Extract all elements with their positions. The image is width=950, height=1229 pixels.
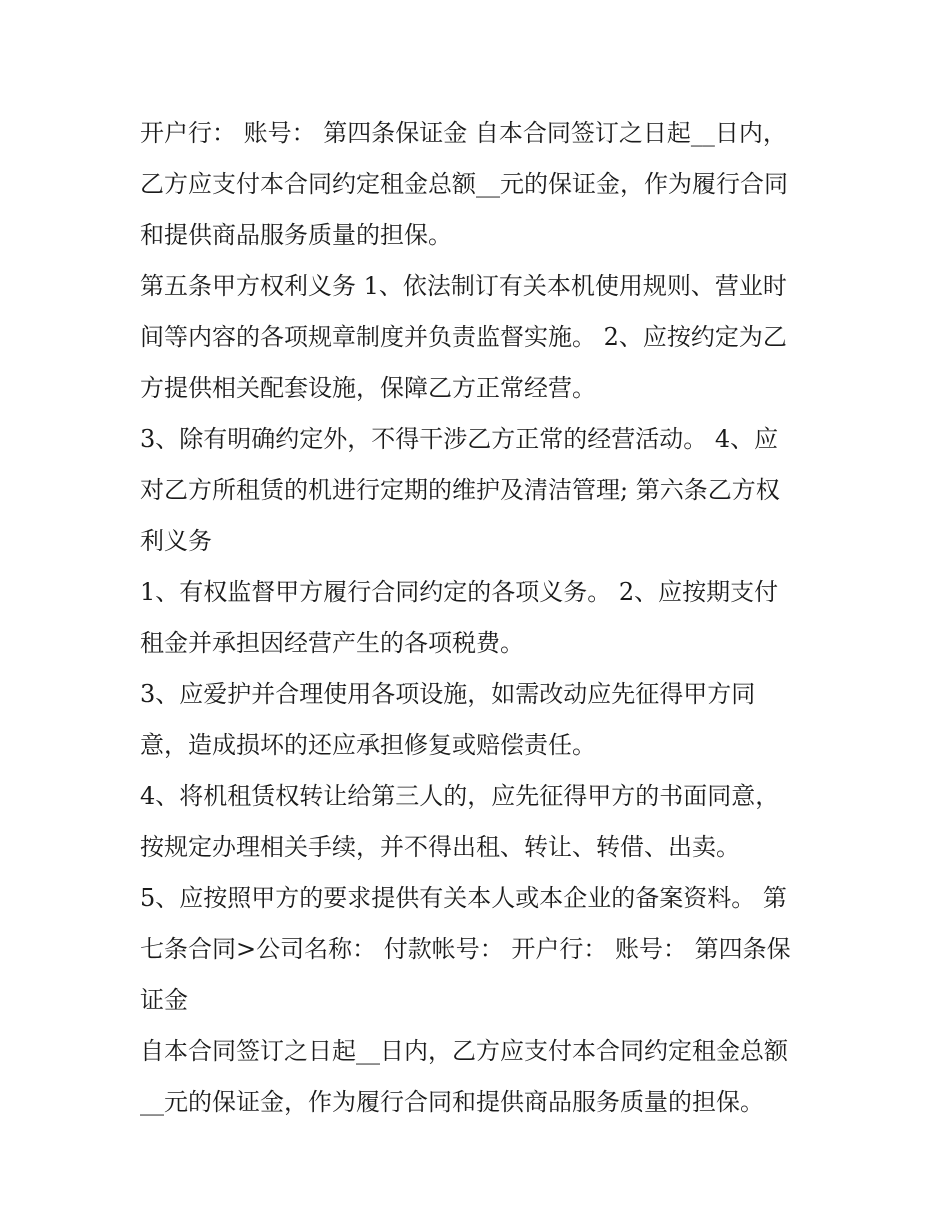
paragraph-deposit-intro: [140, 108, 810, 261]
text-line: 按规定办理相关手续，并不得出租、转让、转借、出卖。: [140, 833, 740, 861]
text-line: 3、除有明确约定外，不得干涉乙方正常的经营活动。 4、应: [140, 425, 779, 453]
text-line: 间等内容的各项规章制度并负责监督实施。 2、应按约定为乙: [140, 323, 787, 351]
text-line: __元的保证金，作为履行合同和提供商品服务质量的担保。: [140, 1088, 764, 1116]
text-line: 七条合同>公司名称： 付款帐号： 开户行： 账号： 第四条保: [140, 935, 791, 963]
text-line: 3、应爱护并合理使用各项设施，如需改动应先征得甲方同: [140, 680, 756, 708]
text-line: 和提供商品服务质量的担保。: [140, 221, 452, 249]
paragraph-article-5-items: [140, 414, 810, 567]
text-line: 5、应按照甲方的要求提供有关本人或本企业的备案资料。 第: [140, 884, 787, 912]
text-line: 方提供相关配套设施，保障乙方正常经营。: [140, 374, 596, 402]
paragraph-article-6-item-3: [140, 669, 810, 771]
text-line: 乙方应支付本合同约定租金总额__元的保证金，作为履行合同: [140, 170, 788, 198]
text-line: 开户行： 账号： 第四条保证金 自本合同签订之日起__日内，: [140, 119, 787, 147]
text-line: 第五条甲方权利义务 1、依法制订有关本机使用规则、营业时: [140, 272, 787, 300]
text-line: 意，造成损坏的还应承担修复或赔偿责任。: [140, 731, 596, 759]
paragraph-article-6-item-1: [140, 567, 810, 669]
text-line: 租金并承担因经营产生的各项税费。: [140, 629, 524, 657]
text-line: 自本合同签订之日起__日内，乙方应支付本合同约定租金总额: [140, 1037, 788, 1065]
paragraph-article-6-item-5: [140, 873, 810, 1026]
text-line: 1、有权监督甲方履行合同约定的各项义务。 2、应按期支付: [140, 578, 779, 606]
document-body: [140, 108, 810, 1128]
paragraph-article-5: [140, 261, 810, 414]
text-line: 对乙方所租赁的机进行定期的维护及清洁管理; 第六条乙方权: [140, 476, 780, 504]
paragraph-deposit-repeat: [140, 1026, 810, 1128]
paragraph-article-6-item-4: [140, 771, 810, 873]
text-line: 4、将机租赁权转让给第三人的，应先征得甲方的书面同意，: [140, 782, 780, 810]
text-line: 利义务: [140, 527, 212, 555]
text-line: 证金: [140, 986, 188, 1014]
